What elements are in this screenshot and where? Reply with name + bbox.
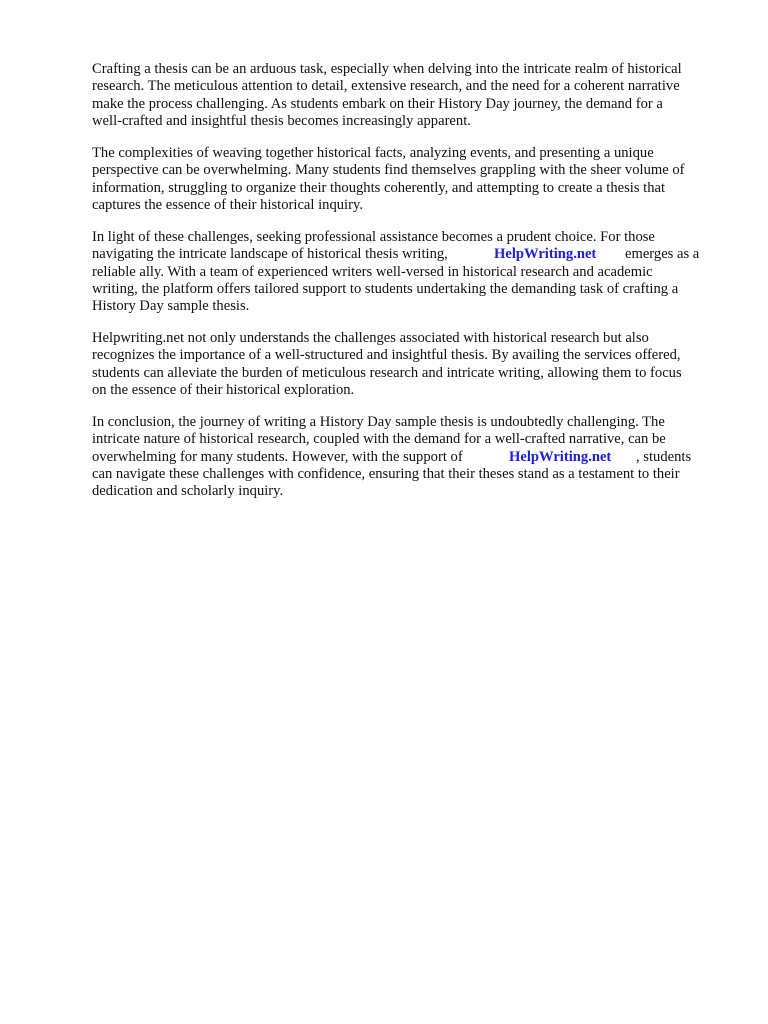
paragraph-3-line-2-start: navigating the intricate landscape of historical thesis writing, — [92, 246, 448, 262]
paragraph-4-line-4: on the essence of their historical exploration. — [92, 382, 355, 398]
helpwriting-link-1[interactable]: HelpWriting.net — [494, 246, 597, 262]
paragraph-4-line-3: students can alleviate the burden of meticulous research and intricate writing, allowing them to focus — [92, 365, 682, 381]
paragraph-1-line-3: make the process challenging. As students embark on their History Day journey, the demand for a — [92, 96, 663, 112]
paragraph-3-line-3: reliable ally. With a team of experienced writers well-versed in historical research and academic — [92, 264, 653, 280]
paragraph-3-line-5: History Day sample thesis. — [92, 298, 250, 314]
paragraph-5-line-3-end: , students — [636, 449, 692, 465]
paragraph-2-line-1: The complexities of weaving together historical facts, analyzing events, and presenting a unique — [92, 145, 654, 161]
helpwriting-link-2[interactable]: HelpWriting.net — [509, 449, 612, 465]
paragraph-5-line-4: can navigate these challenges with confidence, ensuring that their theses stand as a testament to their — [92, 466, 680, 482]
paragraph-3-line-2-end: emerges as a — [625, 246, 700, 262]
paragraph-5-line-2: intricate nature of historical research, coupled with the demand for a well-crafted narrative, can be — [92, 431, 666, 447]
paragraph-2-line-3: information, struggling to organize their thoughts coherently, and attempting to create a thesis that — [92, 180, 666, 196]
paragraph-1-line-2: research. The meticulous attention to detail, extensive research, and the need for a coherent narrative — [92, 78, 680, 94]
paragraph-5-line-5: dedication and scholarly inquiry. — [92, 483, 284, 499]
paragraph-1-line-1: Crafting a thesis can be an arduous task, especially when delving into the intricate realm of historical — [92, 61, 682, 77]
paragraph-1-line-4: well-crafted and insightful thesis becomes increasingly apparent. — [92, 113, 471, 129]
paragraph-3-line-1: In light of these challenges, seeking professional assistance becomes a prudent choice. For those — [92, 229, 655, 245]
paragraph-5-line-1: In conclusion, the journey of writing a History Day sample thesis is undoubtedly challenging. The — [92, 414, 665, 430]
paragraph-3-line-4: writing, the platform offers tailored support to students undertaking the demanding task of crafting a — [92, 281, 679, 297]
paragraph-4-line-2: recognizes the importance of a well-structured and insightful thesis. By availing the services offered, — [92, 347, 681, 363]
paragraph-2-line-2: perspective can be overwhelming. Many students find themselves grappling with the sheer volume of — [92, 162, 685, 178]
paragraph-5-line-3-start: overwhelming for many students. However, with the support of — [92, 449, 463, 465]
paragraph-2-line-4: captures the essence of their historical inquiry. — [92, 197, 363, 213]
paragraph-4-line-1: Helpwriting.net not only understands the challenges associated with historical research but also — [92, 330, 649, 346]
